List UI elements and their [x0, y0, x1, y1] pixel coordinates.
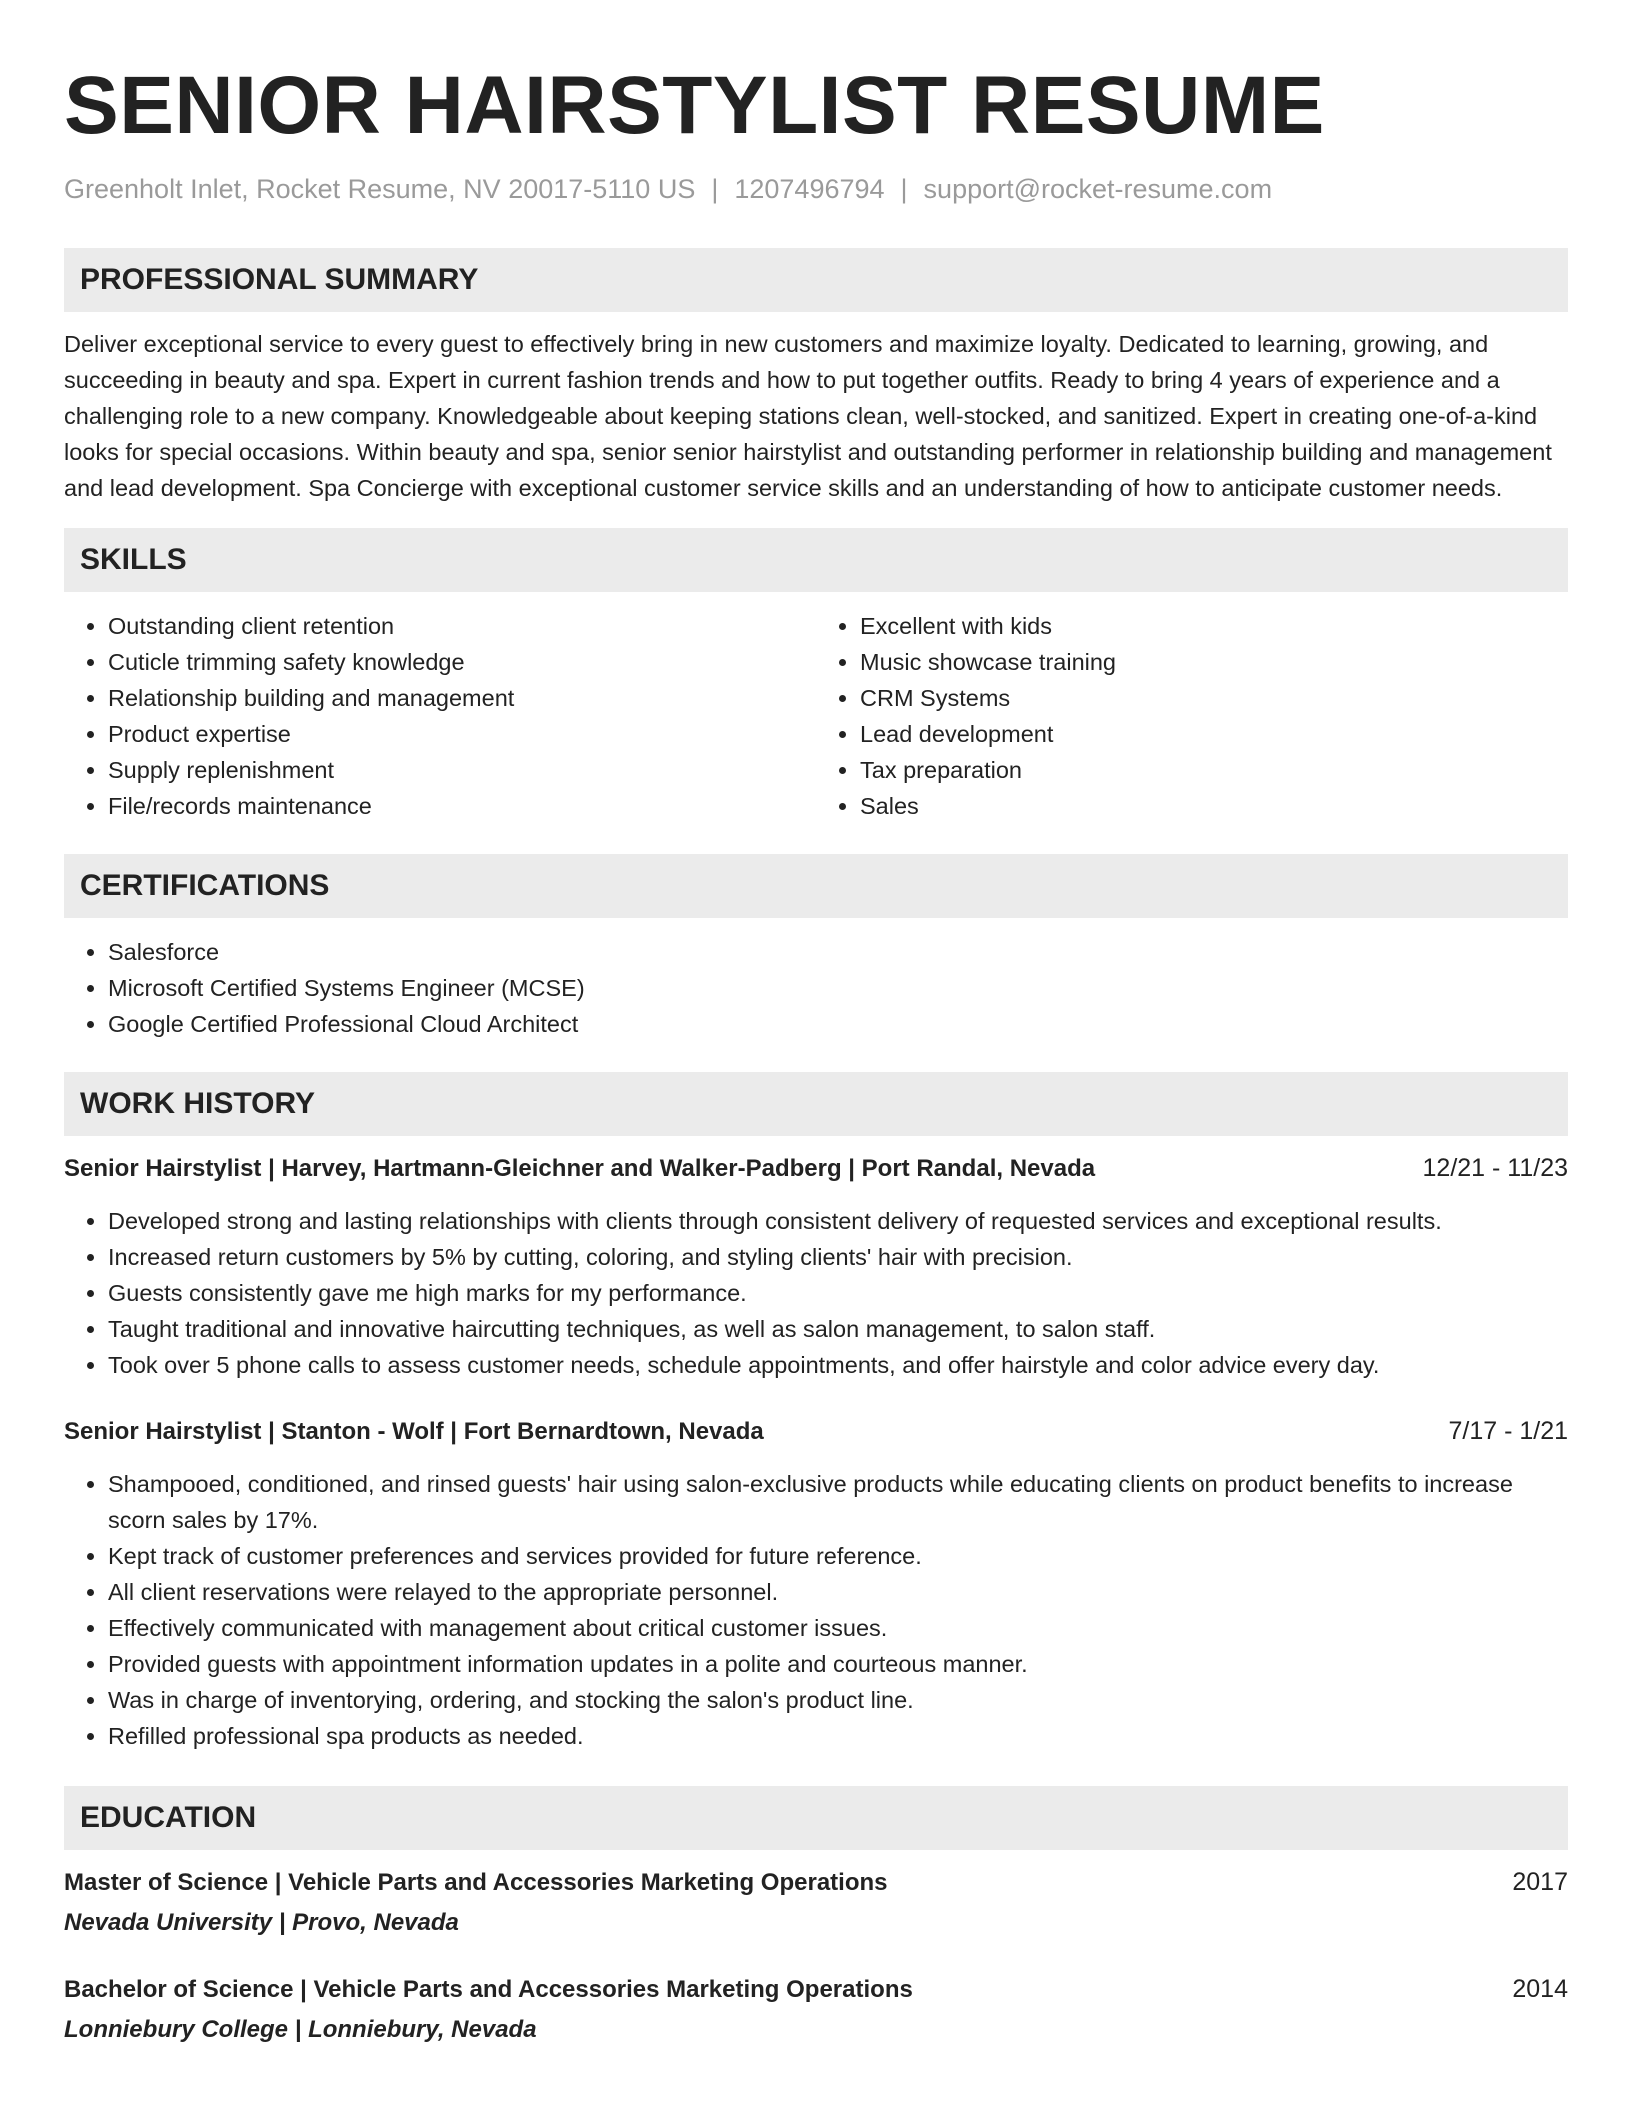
education-school: Nevada University | Provo, Nevada: [64, 1909, 459, 1936]
job-bullet: • Taught traditional and innovative haircutting techniques, as well as salon management, to salon staff.: [108, 1311, 1568, 1347]
skill-item: • Tax preparation: [860, 752, 1568, 788]
job-bullet: • Increased return customers by 5% by cutting, coloring, and styling clients' hair with precision.: [108, 1239, 1568, 1275]
skill-item: • Cuticle trimming safety knowledge: [108, 644, 816, 680]
skill-item: • Sales: [860, 788, 1568, 824]
education-year: 2014: [1512, 1975, 1568, 2003]
education-year: 2017: [1512, 1868, 1568, 1896]
summary-text: Deliver exceptional service to every guest to effectively bring in new customers and maximize loyalty. Dedicated to learning, growing, and succeeding in beauty and spa. Expert in current fashion trends and how to put together outfits. Ready to bring 4 years of experience and a challenging role to a new company. Knowledgeable about keeping stations clean, well-stocked, and sanitized. Expert in creating one-of-a-kind looks for special occasions. Within beauty and spa, senior senior hairstylist and outstanding performer in relationship building and management and lead development. Spa Concierge with exceptional customer service skills and an understanding of how to anticipate customer needs.: [64, 331, 1552, 501]
job-bullet: • Guests consistently gave me high marks for my performance.: [108, 1275, 1568, 1311]
resume-title: SENIOR HAIRSTYLIST RESUME: [64, 60, 1325, 151]
education-degree: Master of Science | Vehicle Parts and Accessories Marketing Operations: [64, 1869, 888, 1896]
certification-item: • Microsoft Certified Systems Engineer (MCSE): [108, 970, 1568, 1006]
certifications-heading: CERTIFICATIONS: [64, 854, 1568, 918]
job-entry: [64, 1150, 1568, 1383]
job-bullet: • Effectively communicated with management about critical customer issues.: [108, 1610, 1568, 1646]
skills-grid: [64, 608, 1568, 824]
job-bullet: • Provided guests with appointment information updates in a polite and courteous manner.: [108, 1646, 1568, 1682]
skills-heading: SKILLS: [64, 528, 1568, 592]
education-header: [64, 1864, 1568, 1901]
job-bullet: • Developed strong and lasting relationships with clients through consistent delivery of requested services and exceptional results.: [108, 1203, 1568, 1239]
summary-heading: PROFESSIONAL SUMMARY: [64, 248, 1568, 312]
skill-item: • Lead development: [860, 716, 1568, 752]
education-entry: [64, 1864, 1568, 1941]
contact-separator: |: [900, 174, 908, 204]
job-bullet: • Took over 5 phone calls to assess customer needs, schedule appointments, and offer hairstyle and color advice every day.: [108, 1347, 1568, 1383]
job-header: [64, 1413, 1568, 1450]
job-dates: 12/21 - 11/23: [1422, 1154, 1568, 1182]
job-bullet: • Was in charge of inventorying, ordering, and stocking the salon's product line.: [108, 1682, 1568, 1718]
skill-item: • Product expertise: [108, 716, 816, 752]
summary-section: [64, 248, 1568, 506]
job-entry: [64, 1413, 1568, 1754]
skill-item: • File/records maintenance: [108, 788, 816, 824]
education-entry: [64, 1971, 1568, 2048]
job-bullet: • Refilled professional spa products as needed.: [108, 1718, 1568, 1754]
job-bullets: [64, 1466, 1568, 1754]
job-bullet: • Shampooed, conditioned, and rinsed guests' hair using salon-exclusive products while educating clients on product benefits to increase scorn sales by 17%.: [108, 1466, 1568, 1538]
certifications-list: [64, 934, 1568, 1042]
education-section: [64, 1786, 1568, 2048]
skill-item: • Supply replenishment: [108, 752, 816, 788]
certification-item: • Google Certified Professional Cloud Architect: [108, 1006, 1568, 1042]
contact-email: support@rocket-resume.com: [923, 174, 1273, 204]
skill-item: • Relationship building and management: [108, 680, 816, 716]
contact-separator: |: [711, 174, 719, 204]
education-degree: Bachelor of Science | Vehicle Parts and Accessories Marketing Operations: [64, 1976, 913, 2003]
job-bullets: [64, 1203, 1568, 1383]
work-history-heading: WORK HISTORY: [64, 1072, 1568, 1136]
skill-item: • Music showcase training: [860, 644, 1568, 680]
education-school: Lonniebury College | Lonniebury, Nevada: [64, 2016, 537, 2043]
contact-phone: 1207496794: [734, 174, 885, 204]
contact-address: Greenholt Inlet, Rocket Resume, NV 20017-5110 US: [64, 174, 696, 204]
skills-column-right: [816, 608, 1568, 824]
skill-item: • CRM Systems: [860, 680, 1568, 716]
skill-item: • Outstanding client retention: [108, 608, 816, 644]
education-header: [64, 1971, 1568, 2008]
work-history-section: [64, 1072, 1568, 1754]
job-title: Senior Hairstylist | Harvey, Hartmann-Gleichner and Walker-Padberg | Port Randal, Nevada: [64, 1155, 1096, 1182]
skills-column-left: [64, 608, 816, 824]
job-bullet: • Kept track of customer preferences and services provided for future reference.: [108, 1538, 1568, 1574]
education-heading: EDUCATION: [64, 1786, 1568, 1850]
contact-line: [64, 172, 1568, 206]
certification-item: • Salesforce: [108, 934, 1568, 970]
job-dates: 7/17 - 1/21: [1448, 1417, 1568, 1445]
job-bullet: • All client reservations were relayed to the appropriate personnel.: [108, 1574, 1568, 1610]
certifications-section: [64, 854, 1568, 1042]
job-header: [64, 1150, 1568, 1187]
skill-item: • Excellent with kids: [860, 608, 1568, 644]
skills-section: [64, 528, 1568, 824]
job-title: Senior Hairstylist | Stanton - Wolf | Fort Bernardtown, Nevada: [64, 1418, 764, 1445]
